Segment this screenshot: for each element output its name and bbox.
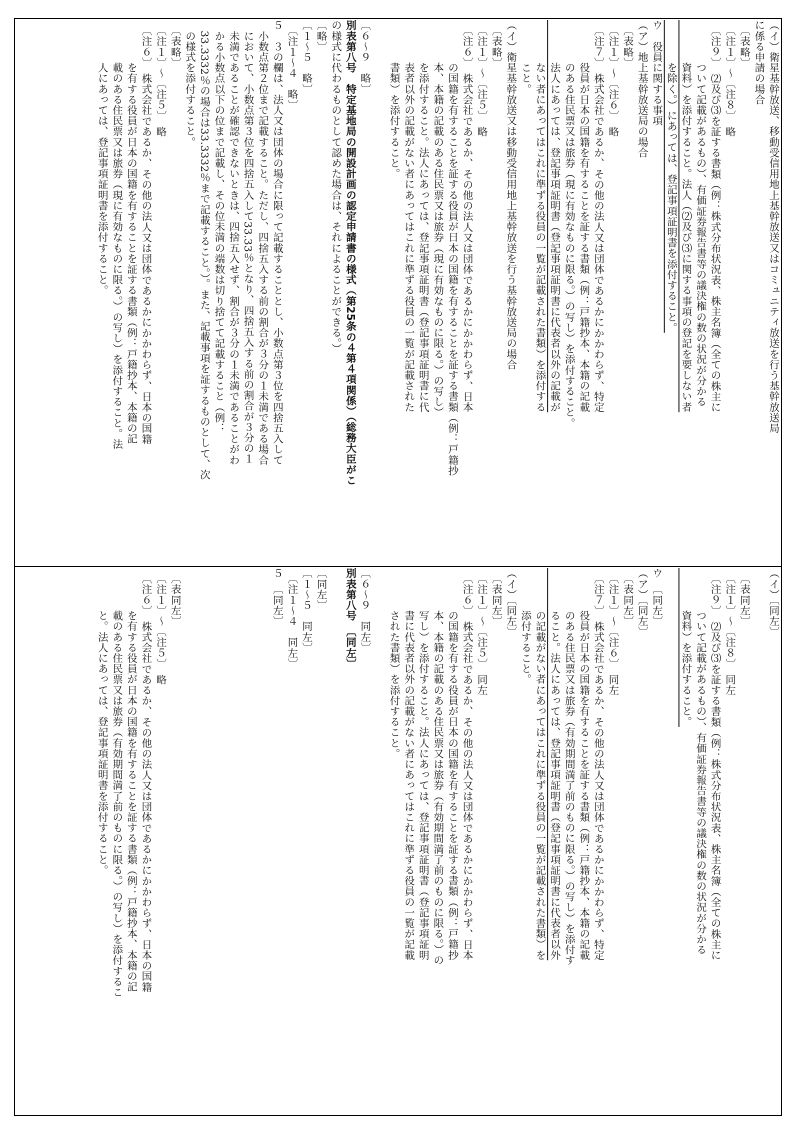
current-text-line: 資料）を添付すること。 <box>679 568 692 727</box>
revised-text-line: 〔６～９ 略〕 <box>358 20 371 95</box>
current-text-line: のある住民票又は旅券（有効期間満了前のものに限る。）の写し）を添付す <box>562 568 575 966</box>
revised-text-line: （イ）衛星基幹放送、移動受信用地上基幹放送又はコミュニティ放送を行う基幹放送局 <box>767 20 779 434</box>
revised-text-line: 〔略〕 <box>314 20 327 52</box>
current-text-line: （ア）〔同左〕 <box>635 568 648 637</box>
current-text-line: 書に代表者以外の記載がない者にあってはこれに準ずる役員の一覧が記載 <box>402 568 415 961</box>
current-text-line: ウ 〔同左〕 <box>650 568 663 627</box>
current-text-line: された書類）を添付すること。 <box>387 568 400 759</box>
revised-text-line: 〔注７〕 株式会社であるか、その他の法人又は団体であるかにかかわらず、特定 <box>591 20 604 413</box>
revised-text-line: 〔注６〕 株式会社であるか、その他の法人又は団体であるかにかかわらず、日本 <box>460 20 473 413</box>
current-text-line: 〔注９〕 ⑵及び⑶を証する書類（例：株式分布状況表、株主名簿（全ての株主に <box>708 568 721 961</box>
current-text-line: 〔表同左〕 <box>168 568 181 627</box>
current-text-panel <box>16 568 780 1112</box>
revised-text-line: ない者にあってはこれに準ずる役員の一覧が記載された書類）を添付する <box>533 20 546 413</box>
current-text-line: 〔表同左〕 <box>489 568 502 627</box>
revised-text-line: の様式を添付すること。 <box>183 20 196 148</box>
revised-text-line <box>371 20 386 564</box>
current-text-line: 〔注１〕～〔注５〕 略 <box>154 568 167 685</box>
current-text-line <box>751 568 766 1112</box>
revised-text-line: ウ 役員に関する事項 <box>650 20 663 126</box>
current-text-line: 〔注１〕～〔注６〕 同左 <box>606 568 619 696</box>
current-text-line: 載のある住民票又は旅券（有効期間満了前のものに限る。）の写し）を添付するこ <box>110 568 123 998</box>
revised-text-line: 役員が日本の国籍を有することを証する書類（例：戸籍抄本、本籍の記載 <box>577 20 590 413</box>
revised-text-line: （イ）衛星基幹放送又は移動受信用地上基幹放送を行う基幹放送局の場合 <box>504 20 517 370</box>
revised-text-line: 〔注９〕 ⑵及び⑶を証する書類（例：株式分布状況表、株主名簿（全ての株主に <box>708 20 721 413</box>
revised-text-line: 〔１～５ 略〕 <box>300 20 312 95</box>
current-text-line: の国籍を有する役員が日本の国籍を有することを証する書類（例：戸籍抄 <box>445 568 458 961</box>
current-text-line: 〔表同左〕 <box>621 568 634 627</box>
revised-text-line: において、小数点第３位を四捨五入して33.33％となり、四捨五入する前の割合が３分の１ <box>241 20 254 465</box>
revised-text-line: 資料）を添付すること。法人（⑵及び⑶に関する事項の登記を要しない者 <box>679 20 692 413</box>
revised-text-panel <box>16 20 780 564</box>
current-text-line <box>182 568 197 1112</box>
current-text-line <box>211 568 226 1112</box>
current-text-line: ること。法人にあっては、登記事項証明書（登記事項証明書に代表者以外 <box>548 568 561 961</box>
revised-text-line: 未満であることが確認できないときは、四捨五入せず、割合が３分の１未満であることがわ <box>227 20 240 466</box>
revised-text-line: ついて記載があるもの）、有価証券報告書等の議決権の数の状況が分かる <box>694 20 707 407</box>
revised-text-line: 本、本籍の記載のある住民票又は旅券（現に有効なものに限る。）の写し） <box>431 20 444 418</box>
current-text-line: 本、本籍の記載のある住民票又は旅券（有効期間満了前のものに限る。）の <box>431 568 444 966</box>
current-text-line: 添付すること。 <box>518 568 531 685</box>
revised-text-line: 別表第八号 特定基地局の開設計画の認定申請書の様式（第25条の４第４項関係）（総務大臣がこ <box>343 20 356 486</box>
revised-text-line: 法人にあっては、登記事項証明書（登記事項証明書に代表者以外の記載が <box>548 20 561 413</box>
current-text-line: を有する役員が日本の国籍を有することを証する書類（例：戸籍抄本、本籍の記 <box>124 568 137 992</box>
current-text-line: 〔注１～４ 同左〕 <box>285 568 298 669</box>
revised-text-line: を有する役員が日本の国籍を有することを証する書類（例：戸籍抄本、本籍の記 <box>124 20 137 444</box>
current-text-line <box>328 568 343 1112</box>
revised-text-line: 〔表略〕 <box>168 20 181 68</box>
revised-text-line: 〔注６〕 株式会社であるか、その他の法人又は団体であるかにかかわらず、日本の国籍 <box>139 20 152 445</box>
revised-text-line: 載のある住民票又は旅券（現に有効なものに限る。）の写し）を添付すること。法 <box>110 20 123 450</box>
revised-text-line: 〔表略〕 <box>621 20 634 68</box>
current-text-line <box>196 568 211 1112</box>
current-text-line: 〔表同左〕 <box>737 568 750 627</box>
current-text-line: 〔同左〕 <box>314 568 327 611</box>
current-text-line: 〔１～５ 同左〕 <box>300 568 312 653</box>
revised-text-line: 小数点第２位まで記載すること。ただし、四捨五入する前の割合が３分の１未満である場合 <box>256 20 269 466</box>
revised-text-line: 書類）を添付すること。 <box>387 20 400 179</box>
current-text-line: 〔注６〕 株式会社であるか、その他の法人又は団体であるかにかかわらず、日本 <box>460 568 473 961</box>
revised-text-line: 人にあっては、登記事項証明書を添付すること。 <box>95 20 108 296</box>
revised-text-line: 〔表略〕 <box>737 20 750 68</box>
revised-text-line: 〔注１〕～〔注６〕 略 <box>606 20 619 137</box>
current-text-line: 写し）を添付すること。法人にあっては、登記事項証明書（登記事項証明 <box>416 568 429 961</box>
revised-text-line: 〔表略〕 <box>489 20 502 68</box>
revised-text-line: 〔注１～４ 略〕 <box>285 20 298 111</box>
revised-text-line: 〔注１〕～〔注５〕 略 <box>475 20 488 137</box>
revised-text-body <box>94 20 780 564</box>
current-text-line: の記載がない者にあってはこれに準ずる役員の一覧が記載された書類）を <box>533 568 546 961</box>
current-text-line: 〔注１〕～〔注５〕 同左 <box>475 568 488 696</box>
revised-text-line: の国籍を有することを証する役員が日本の国籍を有することを証する書類（例：戸籍抄 <box>445 20 458 476</box>
revised-text-line: を添付すること。法人にあっては、登記事項証明書（登記事項証明書に代 <box>416 20 429 413</box>
current-text-line: 別表第八号 〔同左〕 <box>343 568 356 669</box>
revised-text-line: に係る申請の場合 <box>752 20 765 105</box>
current-text-line: 〔注１〕～〔注８〕 同左 <box>723 568 736 696</box>
current-text-line <box>663 568 678 1112</box>
revised-text-line: 33.3332％の場合は33.3332％まで記載すること。）。また、記載事項を証するものとして、次 <box>197 20 210 480</box>
revised-text-line: 表者以外の記載がない者にあってはこれに準ずる役員の一覧が記載された <box>402 20 415 413</box>
current-text-line: （イ）〔同左〕 <box>504 568 517 637</box>
current-text-line: 〔注７〕 株式会社であるか、その他の法人又は団体であるかにかかわらず、特定 <box>591 568 604 961</box>
revised-text-line: ５ ３の欄は、法人又は団体の場合に限って記載することとし、小数点第３位を四捨五入して <box>270 20 283 466</box>
revised-text-line: のある住民票又は旅券（現に有効なものに限る。）の写し）を添付すること。 <box>562 20 575 429</box>
current-text-line: 〔注６〕 株式会社であるか、その他の法人又は団体であるかにかかわらず、日本の国籍 <box>139 568 152 993</box>
current-text-line: ついて記載があるもの）、有価証券報告書等の議決権の数の状況が分かる <box>694 568 707 955</box>
section-divider <box>14 566 782 567</box>
current-text-line <box>371 568 386 1112</box>
current-text-line: 役員が日本の国籍を有することを証する書類（例：戸籍抄本、本籍の記載 <box>577 568 590 961</box>
current-text-line <box>225 568 240 1112</box>
revised-text-line: 〔注１〕～〔注５〕 略 <box>154 20 167 137</box>
revised-text-line: かる小数点以下の位まで記載し、その位未満の端数は切り捨てて記載すること（例： <box>212 20 225 434</box>
current-text-line <box>240 568 255 1112</box>
revised-text-line: を除く。）にあっては、登記事項証明書を添付すること。 <box>664 20 677 333</box>
revised-text-line: の様式に代わるものとして認めた場合は、それによることができる。） <box>329 20 342 354</box>
current-text-line: 〔６～９ 同左〕 <box>358 568 371 653</box>
current-text-body <box>94 568 780 1112</box>
current-text-line: ５ 〔同左〕 <box>270 568 283 627</box>
revised-text-line: 〔注１〕～〔注８〕 略 <box>723 20 736 137</box>
current-text-line: と。法人にあっては、登記事項証明書を添付すること。 <box>95 568 108 876</box>
current-text-line: （イ）〔同左〕 <box>767 568 779 637</box>
current-text-line <box>255 568 270 1112</box>
revised-text-line: （ア）地上基幹放送局の場合 <box>635 20 648 158</box>
revised-text-line: こと。 <box>518 20 531 95</box>
